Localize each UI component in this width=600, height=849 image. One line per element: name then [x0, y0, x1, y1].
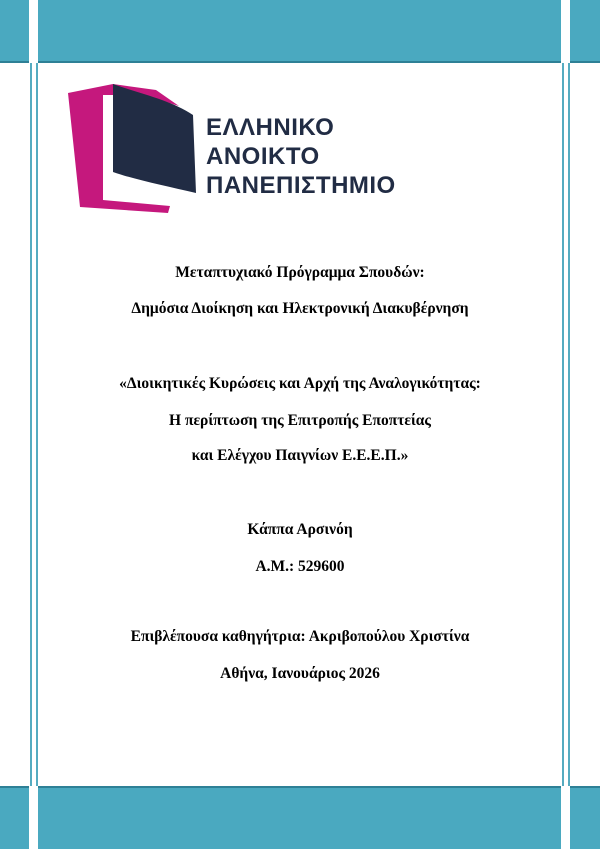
- place-date-line: Αθήνα, Ιανουάριος 2026: [220, 665, 380, 682]
- student-id: Α.Μ.: 529600: [255, 558, 345, 575]
- program-heading: Μεταπτυχιακό Πρόγραμμα Σπουδών:: [175, 264, 425, 281]
- university-name-line3: ΠΑΝΕΠΙΣΤΗΜΙΟ: [206, 172, 396, 199]
- left-border-line-outer: [30, 63, 32, 786]
- university-name-line1: ΕΛΛΗΝΙΚΟ: [206, 114, 335, 141]
- author-name: Κάππα Αρσινόη: [247, 521, 353, 538]
- band-gap-bottom-right: [561, 786, 570, 849]
- band-gap-bottom-left: [29, 786, 38, 849]
- band-gap-top-left: [29, 0, 38, 63]
- top-band-decoration: [0, 0, 600, 63]
- thesis-title-line3: και Ελέγχου Παιγνίων Ε.Ε.Ε.Π.»: [191, 447, 409, 464]
- left-border-line-inner: [36, 63, 38, 786]
- right-border-line-inner: [562, 63, 564, 786]
- band-gap-top-right: [561, 0, 570, 63]
- thesis-title-line1: «Διοικητικές Κυρώσεις και Αρχή της Αναλογικότητας:: [119, 375, 481, 392]
- supervisor-line: Επιβλέπουσα καθηγήτρια: Ακριβοπούλου Χριστίνα: [130, 628, 470, 645]
- right-border-line-outer: [568, 63, 570, 786]
- university-name-line2: ΑΝΟΙΚΤΟ: [206, 143, 320, 170]
- thesis-title-line2: Η περίπτωση της Επιτροπής Εποπτείας: [169, 412, 431, 429]
- program-name: Δημόσια Διοίκηση και Ηλεκτρονική Διακυβέρνηση: [131, 300, 469, 317]
- university-logo: [66, 82, 406, 217]
- bottom-band-decoration: [0, 786, 600, 849]
- open-book-logo-icon: [66, 82, 201, 215]
- university-name: [206, 113, 396, 200]
